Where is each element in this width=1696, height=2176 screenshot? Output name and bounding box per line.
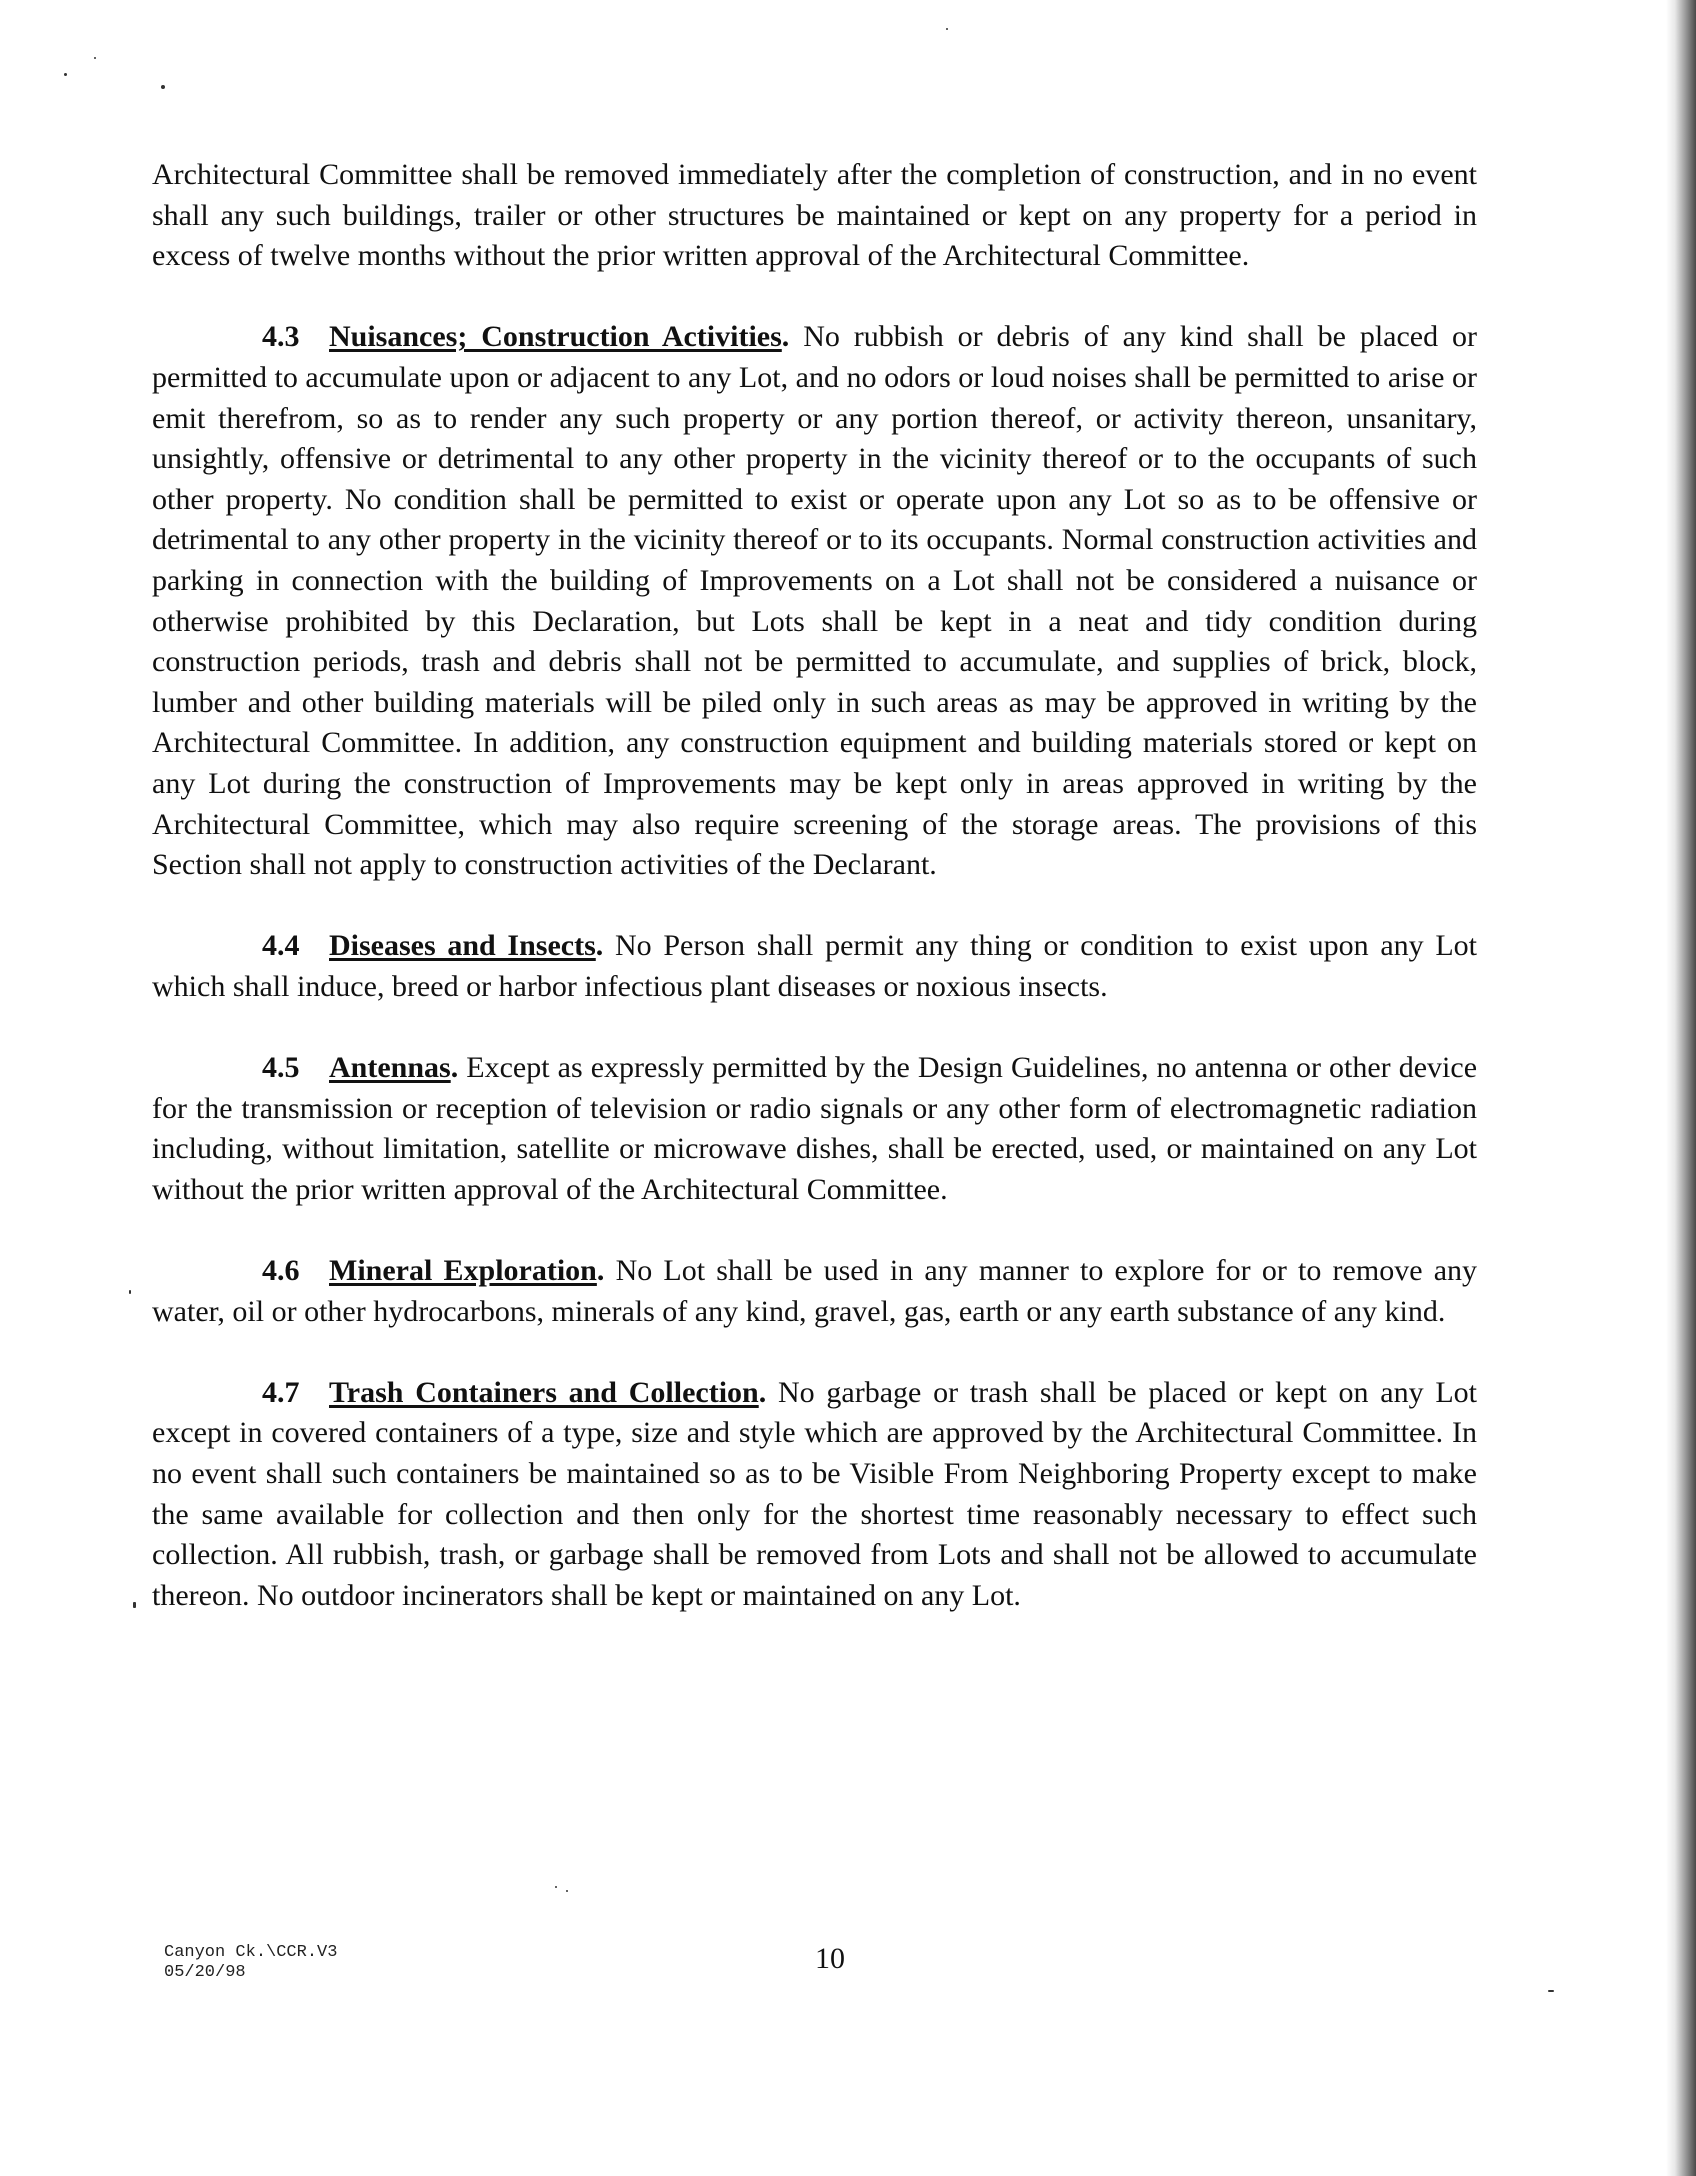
intro-text: Architectural Committee shall be removed immediately after the completion of construction, and in no event shall any such buildings, trailer or other structures be maintained or kept on any property for a period in excess of twelve months without the prior written approval of the Architectural Committee.: [152, 158, 1477, 273]
scan-speck: [161, 85, 165, 89]
scan-speck: [94, 57, 96, 59]
page-number: 10: [815, 1942, 845, 1975]
intro-paragraph: [152, 155, 1477, 277]
section-number: 4.6: [262, 1254, 300, 1288]
document-body: [152, 155, 1477, 1616]
section-text: No garbage or trash shall be placed or kept on any Lot except in covered containers of a type, size and style which are approved by the Architectural Committee. In no event shall such containers be maintained so as to be Visible From Neighboring Property except to make the same available for collection and then only for the shortest time reasonably necessary to effect such collection. All rubbish, trash, or garbage shall be removed from Lots and shall not be allowed to accumulate thereon. No outdoor incinerators shall be kept or maintained on any Lot.: [152, 1375, 1477, 1612]
section-text: No rubbish or debris of any kind shall be placed or permitted to accumulate upon or adjacent to any Lot, and no odors or loud noises shall be permitted to arise or emit therefrom, so as to render any such property or any portion thereof, or activity thereon, unsanitary, unsightly, offensive or detrimental to any other property in the vicinity thereof or to the occupants of such other property. No condition shall be permitted to exist or operate upon any Lot so as to be offensive or detrimental to any other property in the vicinity thereof or to its occupants. Normal construction activities and parking in connection with the building of Improvements on a Lot shall not be considered a nuisance or otherwise prohibited by this Declaration, but Lots shall be kept in a neat and tidy condition during construction periods, trash and debris shall not be permitted to accumulate, and supplies of brick, block, lumber and other building materials will be piled only in such areas as may be approved in writing by the Architectural Committee. In addition, any construction equipment and building materials stored or kept on any Lot during the construction of Improvements may be kept only in areas approved in writing by the Architectural Committee, which may also require screening of the storage areas. The provisions of this Section shall not apply to construction activities of the Declarant.: [152, 320, 1478, 882]
section-number: 4.4: [262, 929, 300, 963]
section-4-6: 4.6 Mineral Exploration. No Lot shall be used in any manner to explore for or to remove any water, oil or other hydrocarbons, minerals of any kind, gravel, gas, earth or any earth substance of any kind.: [152, 1251, 1477, 1332]
scan-speck: [566, 1890, 568, 1892]
section-4-7: 4.7 Trash Containers and Collection. No garbage or trash shall be placed or kept on any Lot except in covered containers of a type, size and style which are approved by the Architectural Committee. In no event shall such containers be maintained so as to be Visible From Neighboring Property except to make the same available for collection and then only for the shortest time reasonably necessary to effect such collection. All rubbish, trash, or garbage shall be removed from Lots and shall not be allowed to accumulate thereon. No outdoor incinerators shall be kept or maintained on any Lot.: [152, 1373, 1477, 1617]
footer-file-reference: [164, 1943, 337, 1983]
scan-speck: [129, 1290, 131, 1294]
section-4-5: 4.5 Antennas. Except as expressly permitted by the Design Guidelines, no antenna or other device for the transmission or reception of television or radio signals or any other form of electromagnetic radiation including, without limitation, satellite or microwave dishes, shall be erected, used, or maintained on any Lot without the prior written approval of the Architectural Committee.: [152, 1048, 1477, 1210]
section-title: Trash Containers and Collection: [329, 1375, 759, 1409]
section-text: No Lot shall be used in any manner to explore for or to remove any water, oil or other hydrocarbons, minerals of any kind, gravel, gas, earth or any earth substance of any kind.: [152, 1254, 1478, 1328]
section-title: Antennas: [329, 1051, 451, 1085]
section-title: Mineral Exploration: [329, 1254, 597, 1288]
section-title: Diseases and Insects: [329, 929, 596, 963]
section-text: No Person shall permit any thing or condition to exist upon any Lot which shall induce, breed or harbor infectious plant diseases or noxious insects.: [152, 929, 1478, 1003]
section-text: Except as expressly permitted by the Design Guidelines, no antenna or other device for the transmission or reception of television or radio signals or any other form of electromagnetic radiation including, without limitation, satellite or microwave dishes, shall be erected, used, or maintained on any Lot without the prior written approval of the Architectural Committee.: [152, 1051, 1478, 1206]
section-number: 4.7: [262, 1375, 300, 1409]
section-number: 4.3: [262, 320, 300, 354]
scan-speck: [946, 28, 948, 30]
footer-file-ref: Canyon Ck.\CCR.V3: [164, 1943, 338, 1962]
footer-date: 05/20/98: [164, 1963, 246, 1982]
section-4-3: 4.3 Nuisances; Construction Activities. No rubbish or debris of any kind shall be placed or permitted to accumulate upon or adjacent to any Lot, and no odors or loud noises shall be permitted to arise or emit therefrom, so as to render any such property or any portion thereof, or activity thereon, unsanitary, unsightly, offensive or detrimental to any other property in the vicinity thereof or to the occupants of such other property. No condition shall be permitted to exist or operate upon any Lot so as to be offensive or detrimental to any other property in the vicinity thereof or to its occupants. Normal construction activities and parking in connection with the building of Improvements on a Lot shall not be considered a nuisance or otherwise prohibited by this Declaration, but Lots shall be kept in a neat and tidy condition during construction periods, trash and debris shall not be permitted to accumulate, and supplies of brick, block, lumber and other building materials will be piled only in such areas as may be approved in writing by the Architectural Committee. In addition, any construction equipment and building materials stored or kept on any Lot during the construction of Improvements may be kept only in areas approved in writing by the Architectural Committee, which may also require screening of the storage areas. The provisions of this Section shall not apply to construction activities of the Declarant.: [152, 317, 1477, 885]
scan-edge-shadow: [1666, 0, 1696, 2176]
scan-speck: [64, 73, 67, 76]
scan-speck: [555, 1886, 557, 1888]
scan-speck: [133, 1602, 136, 1608]
scan-speck: [1548, 1990, 1554, 1992]
section-number: 4.5: [262, 1051, 300, 1085]
section-4-4: 4.4 Diseases and Insects. No Person shall permit any thing or condition to exist upon any Lot which shall induce, breed or harbor infectious plant diseases or noxious insects.: [152, 926, 1477, 1007]
section-title: Nuisances; Construction Activities: [329, 320, 782, 354]
